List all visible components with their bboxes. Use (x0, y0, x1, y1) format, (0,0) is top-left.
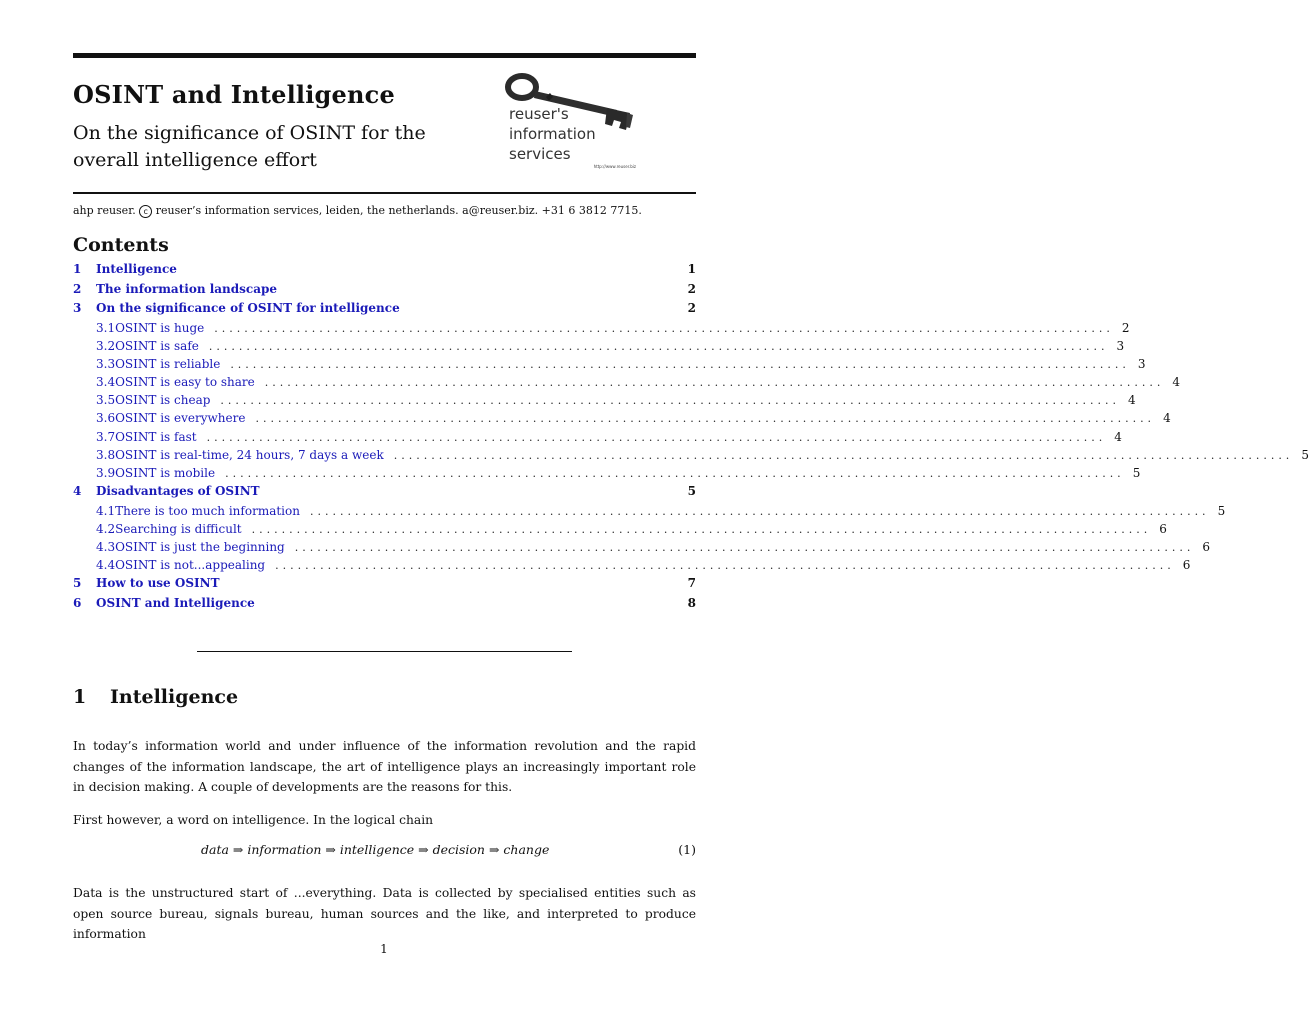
page-number: 1 (380, 942, 388, 956)
toc-page-number: 2 (687, 301, 696, 315)
author-name: ahp reuser. (73, 204, 136, 217)
toc-page-number: 3 (1137, 356, 1146, 371)
toc-page-number: 1 (687, 262, 696, 276)
toc-entry-link[interactable]: Intelligence (96, 262, 177, 276)
toc-entry-link[interactable]: OSINT is huge (115, 320, 205, 335)
toc-entry-link[interactable]: OSINT is cheap (115, 393, 211, 408)
toc-subsection-entry[interactable] (73, 338, 1125, 357)
toc-page-number: 2 (1121, 320, 1130, 335)
author-details: reuser’s information services, leiden, the netherlands. a@reuser.biz. +31 6 3812 7715. (155, 204, 642, 217)
toc-subsection-entry[interactable] (73, 540, 1210, 558)
toc-section-entry[interactable] (73, 484, 696, 504)
toc-entry-link[interactable]: OSINT is mobile (115, 466, 216, 480)
toc-section-entry[interactable] (73, 596, 696, 616)
header-rule (73, 192, 696, 194)
toc-section-entry[interactable] (73, 301, 696, 321)
author-line (73, 204, 642, 218)
contents-heading: Contents (73, 234, 169, 256)
toc-entry-link[interactable]: OSINT is not...appealing (115, 558, 266, 573)
toc-entry-link[interactable]: OSINT is safe (115, 338, 199, 353)
toc-subsection-entry[interactable] (73, 466, 1141, 484)
toc-entry-number[interactable]: 1 (73, 262, 82, 276)
toc-leader-dots: ........................................................................................................................ (309, 504, 1210, 518)
toc-leader-dots: ........................................................................................................................ (206, 430, 1107, 444)
toc-leader-dots: ........................................................................................................................ (220, 394, 1121, 408)
toc-leader-dots: ........................................................................................................................ (264, 376, 1165, 390)
toc-entry-number[interactable]: 3.2 (96, 338, 116, 353)
toc-entry-link[interactable]: OSINT is just the beginning (115, 540, 285, 555)
toc-entry-number[interactable]: 3.6 (96, 411, 116, 426)
toc-subsection-entry[interactable] (73, 558, 1191, 576)
top-rule (73, 53, 696, 58)
document-subtitle: On the significance of OSINT for the overall intelligence effort (73, 122, 426, 171)
toc-page-number: 4 (1163, 411, 1171, 426)
toc-page-number: 8 (687, 595, 696, 610)
paragraph-3: Data is the unstructured start of ...everything. Data is collected by specialised entities such as open source bureau, signals bureau, human sources and the like, and interpreted to produce information (73, 886, 696, 941)
toc-leader-dots: ........................................................................................................................ (294, 541, 1195, 555)
toc-entry-number[interactable]: 4.4 (96, 558, 116, 573)
toc-entry-link[interactable]: On the significance of OSINT for intelligence (96, 301, 400, 315)
toc-section-entry[interactable] (73, 282, 696, 302)
toc-entry-link[interactable]: Searching is difficult (115, 521, 242, 536)
toc-page-number: 6 (1182, 558, 1191, 573)
toc-entry-number[interactable]: 3.9 (96, 466, 116, 480)
toc-leader-dots: ........................................................................................................................ (393, 448, 1294, 462)
section-title: Intelligence (110, 686, 239, 708)
toc-subsection-entry[interactable] (73, 320, 1130, 339)
section-number: 1 (73, 686, 87, 708)
toc-leader-dots: ........................................................................................................................ (214, 321, 1114, 335)
toc-subsection-entry[interactable] (73, 503, 1226, 522)
toc-page-number: 5 (1217, 503, 1226, 518)
toc-page-number: 4 (1172, 375, 1181, 390)
toc-page-number: 6 (1202, 540, 1210, 555)
toc-entry-number[interactable]: 3 (73, 301, 82, 315)
equation-body: data ⇒ information ⇒ intelligence ⇒ decision ⇒ change (201, 842, 550, 857)
toc-entry-number[interactable]: 3.1 (96, 320, 116, 335)
toc-section-entry[interactable] (73, 262, 696, 282)
toc-entry-link[interactable]: OSINT is real-time, 24 hours, 7 days a week (115, 447, 384, 462)
logo-text (509, 104, 596, 164)
toc-entry-number[interactable]: 3.5 (96, 393, 116, 408)
toc-entry-number[interactable]: 4.1 (96, 503, 116, 518)
toc-entry-number[interactable]: 4.2 (96, 521, 116, 536)
toc-entry-link[interactable]: There is too much information (115, 503, 300, 518)
toc-entry-number[interactable]: 2 (73, 281, 82, 296)
toc-entry-link[interactable]: Disadvantages of OSINT (96, 484, 260, 499)
toc-section-entry[interactable] (73, 576, 696, 596)
reuser-logo (495, 70, 640, 172)
toc-subsection-entry[interactable] (73, 429, 1122, 448)
toc-entry-number[interactable]: 6 (73, 595, 82, 610)
toc-leader-dots: ........................................................................................................................ (275, 559, 1175, 573)
toc-subsection-entry[interactable] (73, 375, 1181, 393)
toc-leader-dots: ........................................................................................................................ (230, 357, 1130, 371)
toc-entry-link[interactable]: OSINT is fast (115, 429, 197, 444)
toc-subsection-entry[interactable] (73, 447, 1309, 466)
toc-entry-number[interactable]: 3.3 (96, 356, 116, 371)
toc-page-number: 4 (1114, 429, 1122, 444)
toc-leader-dots: ........................................................................................................................ (251, 522, 1152, 536)
toc-page-number: 5 (1301, 447, 1309, 462)
equation-number: (1) (678, 842, 696, 857)
toc-page-number: 6 (1159, 521, 1167, 536)
copyright-icon: c (139, 205, 152, 218)
toc-entry-link[interactable]: OSINT and Intelligence (96, 595, 255, 610)
toc-entry-link[interactable]: OSINT is reliable (115, 356, 221, 371)
toc-entry-number[interactable]: 3.4 (96, 375, 116, 390)
toc-entry-number[interactable]: 3.8 (96, 447, 116, 462)
toc-leader-dots: ........................................................................................................................ (255, 412, 1156, 426)
toc-page-number: 2 (687, 281, 696, 296)
toc-entry-number[interactable]: 4.3 (96, 540, 116, 555)
toc-page-number: 5 (687, 484, 696, 499)
toc-entry-link[interactable]: OSINT is easy to share (115, 375, 255, 390)
toc-page-number: 3 (1116, 338, 1125, 353)
section-1-heading (73, 686, 238, 708)
toc-subsection-entry[interactable] (73, 411, 1171, 429)
toc-entry-link[interactable]: The information landscape (96, 281, 278, 296)
toc-entry-number[interactable]: 5 (73, 576, 82, 591)
toc-subsection-entry[interactable] (73, 521, 1167, 540)
table-of-contents (73, 262, 1309, 615)
toc-leader-dots: ........................................................................................................................ (225, 467, 1125, 480)
toc-entry-link[interactable]: OSINT is everywhere (115, 411, 246, 426)
logo-line-3: services (509, 145, 571, 163)
toc-page-number: 7 (687, 576, 696, 591)
paragraph-1: In today’s information world and under influence of the information revolution and the rapid changes of the information landscape, the art of intelligence plays an increasingly important role in decision making. A couple of developments are the reasons for this. (73, 739, 696, 794)
section-divider (197, 651, 572, 652)
paragraph-2: First however, a word on intelligence. In the logical chain (73, 813, 434, 827)
toc-page-number: 4 (1128, 393, 1136, 408)
logo-line-2: information (509, 125, 596, 143)
toc-entry-number[interactable]: 3.7 (96, 429, 116, 444)
toc-entry-link[interactable]: How to use OSINT (96, 576, 220, 591)
toc-subsection-entry[interactable] (73, 393, 1136, 411)
toc-entry-number[interactable]: 4 (73, 484, 82, 499)
logo-line-1: reuser's (509, 105, 569, 123)
logo-url: http://www.reuser.biz (593, 164, 636, 169)
toc-leader-dots: ........................................................................................................................ (208, 339, 1109, 353)
document-title: OSINT and Intelligence (73, 80, 395, 109)
toc-page-number: 5 (1132, 466, 1141, 480)
toc-subsection-entry[interactable] (73, 356, 1146, 375)
